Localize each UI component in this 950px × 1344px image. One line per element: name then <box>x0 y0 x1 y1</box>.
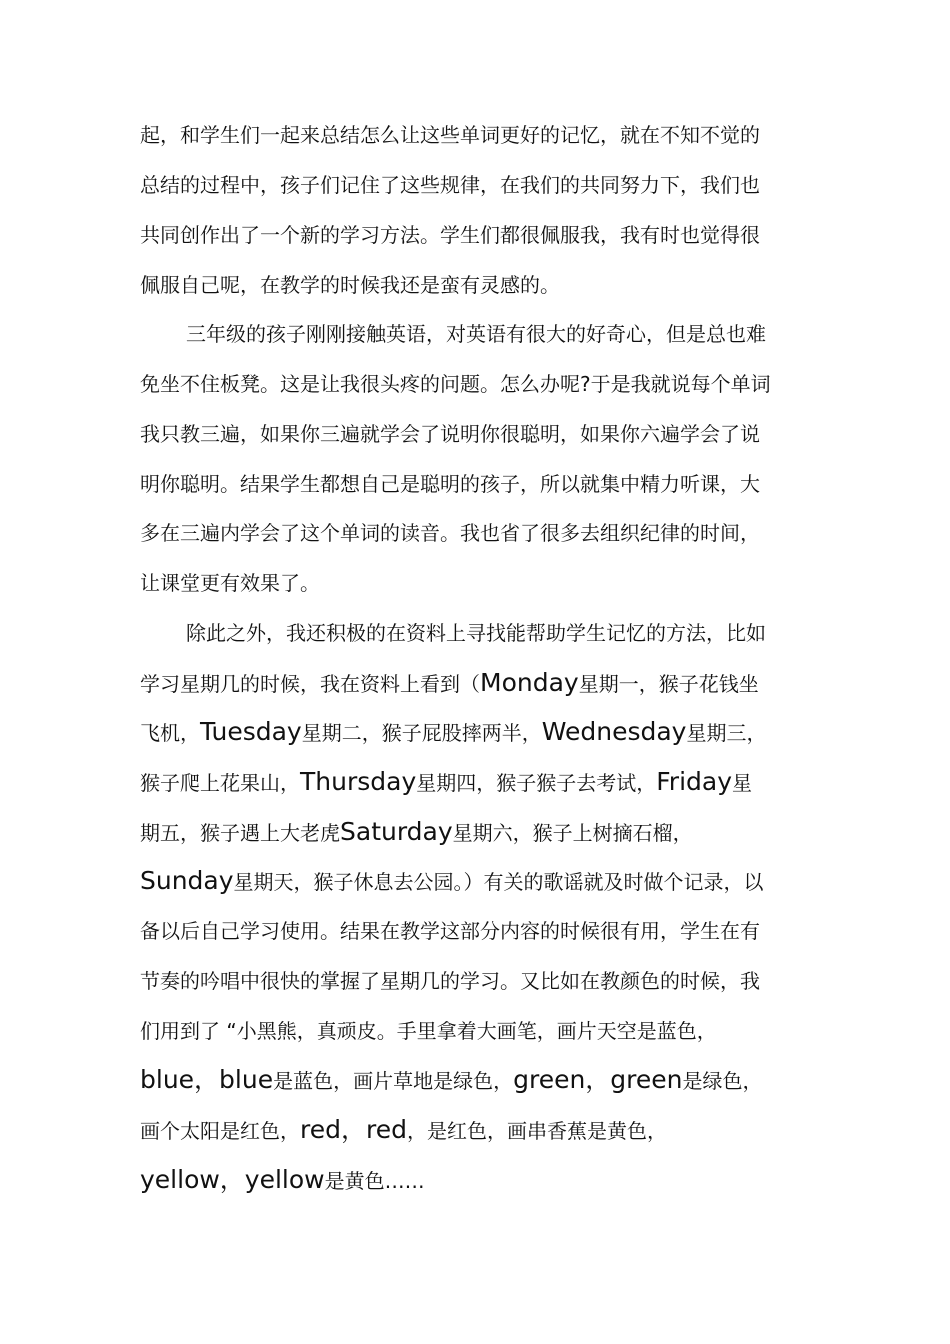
paragraph-line <box>140 464 820 504</box>
english-word: Wednesday <box>541 717 687 746</box>
text-span: 星 <box>732 771 753 795</box>
english-word: Monday <box>480 668 579 697</box>
english-word: Saturday <box>340 817 453 846</box>
text-span: 节奏的吟唱中很快的掌握了星期几的学习。又比如在教颜色的时候，我 <box>140 969 760 993</box>
text-span: 星期三， <box>686 721 767 745</box>
text-span: 多在三遍内学会了这个单词的读音。我也省了很多去组织纪律的时间， <box>140 521 760 545</box>
text-span: 学习星期几的时候，我在资料上看到（ <box>140 672 480 696</box>
paragraph-line <box>140 265 820 305</box>
english-word: blue，blue <box>140 1065 274 1094</box>
paragraph-line <box>140 414 820 454</box>
text-span: 星期六，猴子上树摘石榴， <box>452 821 693 845</box>
text-span: 总结的过程中，孩子们记住了这些规律，在我们的共同努力下，我们也 <box>140 173 760 197</box>
paragraph-line <box>140 1110 820 1150</box>
text-span: 起，和学生们一起来总结怎么让这些单词更好的记忆，就在不知不觉的 <box>140 123 760 147</box>
text-span: ，是红色，画串香蕉是黄色， <box>406 1119 667 1143</box>
paragraph-line <box>140 1060 820 1100</box>
paragraph-line <box>140 1160 820 1200</box>
english-word: Sunday <box>140 866 234 895</box>
paragraph-line <box>140 364 820 404</box>
text-span: 星期二，猴子屁股摔两半， <box>301 721 542 745</box>
paragraph-line <box>140 812 820 852</box>
paragraph-line <box>140 712 820 752</box>
text-span: 星期天，猴子休息去公园。）有关的歌谣就及时做个记录，以 <box>233 870 764 894</box>
text-span: 猴子爬上花果山， <box>140 771 300 795</box>
text-span: 佩服自己呢，在教学的时候我还是蛮有灵感的。 <box>140 273 560 297</box>
english-word: Thursday <box>300 767 417 796</box>
text-span: 画个太阳是红色， <box>140 1119 300 1143</box>
text-span: 期五，猴子遇上大老虎 <box>140 821 340 845</box>
paragraph-line <box>140 563 820 603</box>
text-span: 星期一，猴子花钱坐 <box>578 672 759 696</box>
text-span: 是蓝色，画片草地是绿色， <box>273 1069 514 1093</box>
paragraph-line <box>140 961 820 1001</box>
text-span: 共同创作出了一个新的学习方法。学生们都很佩服我，我有时也觉得很 <box>140 223 760 247</box>
english-word: yellow，yellow <box>140 1165 325 1194</box>
paragraph-line <box>140 1011 820 1051</box>
text-span: 是黄色…… <box>324 1169 425 1193</box>
text-span: 是绿色， <box>682 1069 763 1093</box>
english-word: green，green <box>513 1065 683 1094</box>
text-span: 除此之外，我还积极的在资料上寻找能帮助学生记忆的方法，比如 <box>186 621 766 645</box>
paragraph-line <box>186 613 820 653</box>
text-span: 们用到了 “小黑熊，真顽皮。手里拿着大画笔，画片天空是蓝色， <box>140 1019 717 1043</box>
paragraph-line <box>186 314 820 354</box>
paragraph-line <box>140 861 820 901</box>
text-span: 备以后自己学习使用。结果在教学这部分内容的时候很有用，学生在有 <box>140 919 760 943</box>
paragraph-line <box>140 911 820 951</box>
english-word: red，red <box>300 1115 407 1144</box>
paragraph-line <box>140 215 820 255</box>
text-span: 让课堂更有效果了。 <box>140 571 320 595</box>
paragraph-line <box>140 513 820 553</box>
paragraph-line <box>140 115 820 155</box>
paragraph-line <box>140 663 820 703</box>
paragraph-line <box>140 762 820 802</box>
text-span: 飞机， <box>140 721 200 745</box>
text-span: 免坐不住板凳。这是让我很头疼的问题。怎么办呢?于是我就说每个单词 <box>140 372 771 396</box>
text-span: 星期四，猴子猴子去考试， <box>416 771 657 795</box>
text-span: 三年级的孩子刚刚接触英语，对英语有很大的好奇心，但是总也难 <box>186 322 766 346</box>
paragraph-line <box>140 165 820 205</box>
text-span: 我只教三遍，如果你三遍就学会了说明你很聪明，如果你六遍学会了说 <box>140 422 760 446</box>
english-word: Friday <box>656 767 733 796</box>
english-word: Tuesday <box>200 717 302 746</box>
text-span: 明你聪明。结果学生都想自己是聪明的孩子，所以就集中精力听课，大 <box>140 472 760 496</box>
